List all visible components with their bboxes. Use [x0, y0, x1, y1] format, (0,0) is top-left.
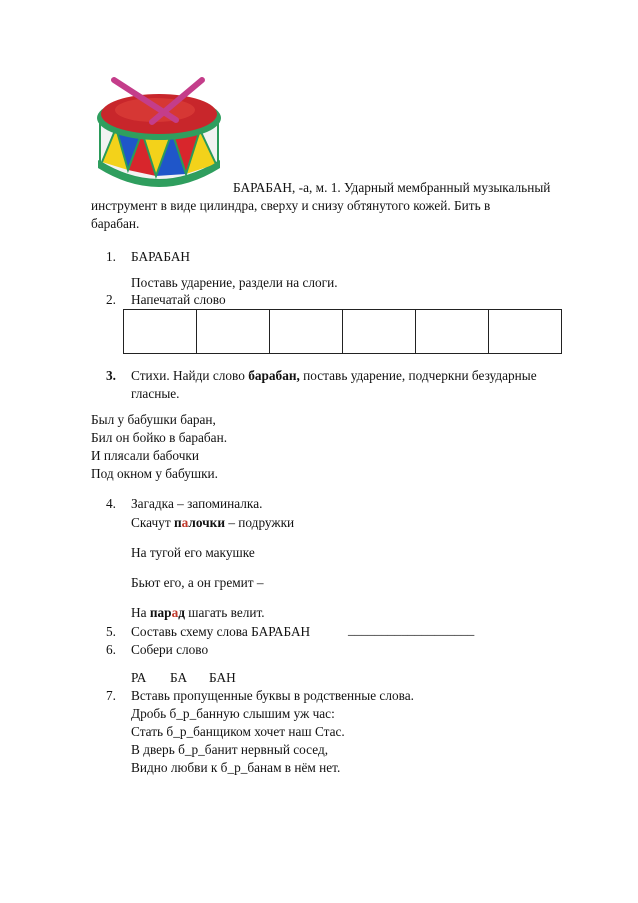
- riddle-4-pre: На: [131, 605, 150, 620]
- syllable-cells-table: [123, 309, 562, 354]
- riddle-1-bold-b: лочки: [188, 515, 225, 530]
- riddle-4-post: шагать велит.: [184, 605, 265, 620]
- task-3-line-2: гласные.: [131, 386, 180, 401]
- exercise-line: В дверь б_р_банит нервный сосед,: [131, 742, 329, 757]
- exercise-line: Стать б_р_банщиком хочет наш Стас.: [131, 724, 345, 739]
- letter-cell[interactable]: [416, 310, 489, 354]
- task-4-number: 4.: [106, 496, 116, 511]
- exercise-line: Дробь б_р_банную слышим уж час:: [131, 706, 335, 721]
- task-5-text: Составь схему слова БАРАБАН: [131, 624, 311, 639]
- riddle-4-bold-a: пар: [149, 605, 172, 620]
- poem-line: И плясали бабочки: [91, 448, 199, 463]
- task-7-number: 7.: [106, 688, 116, 703]
- riddle-line-2: На тугой его макушке: [131, 545, 255, 560]
- riddle-line-4: [131, 605, 265, 621]
- definition-line-3: барабан.: [91, 216, 140, 231]
- poem-line: Под окном у бабушки.: [91, 466, 219, 481]
- scheme-blank[interactable]: ___________________: [348, 622, 475, 637]
- task-4-title: Загадка – запоминалка.: [131, 496, 263, 511]
- task-6-number: 6.: [106, 642, 116, 657]
- riddle-1-post: – подружки: [225, 515, 295, 530]
- task-2-number: 2.: [106, 292, 116, 307]
- poem-line: Был у бабушки баран,: [91, 412, 216, 427]
- task-7-text: Вставь пропущенные буквы в родственные слова.: [131, 688, 414, 703]
- syllable: РА: [131, 670, 147, 685]
- riddle-1-red-letter: а: [181, 515, 189, 530]
- letter-cell[interactable]: [343, 310, 416, 354]
- syllable: БАН: [209, 670, 236, 685]
- task-1-text: БАРАБАН: [131, 249, 191, 264]
- letter-cell[interactable]: [124, 310, 197, 354]
- definition-line-1: БАРАБАН, -а, м. 1. Ударный мембранный музыкальный: [233, 180, 551, 195]
- letter-cell[interactable]: [270, 310, 343, 354]
- riddle-1-pre: Скачут: [131, 515, 174, 530]
- letter-cell[interactable]: [489, 310, 562, 354]
- task-3-part-1: Стихи. Найди слово: [131, 368, 249, 383]
- task-3-bold-word: барабан,: [248, 368, 300, 383]
- exercise-line: Видно любви к б_р_банам в нём нет.: [131, 760, 341, 775]
- task-2-text: Напечатай слово: [131, 292, 226, 307]
- syllable: БА: [170, 670, 188, 685]
- task-3-text: [131, 368, 537, 384]
- poem-line: Бил он бойко в барабан.: [91, 430, 228, 445]
- task-5-number: 5.: [106, 624, 116, 639]
- letter-cell[interactable]: [197, 310, 270, 354]
- task-3-number: 3.: [106, 368, 116, 383]
- task-3-part-2: поставь ударение, подчеркни безударные: [299, 368, 537, 383]
- task-1-note: Поставь ударение, раздели на слоги.: [131, 275, 338, 290]
- task-1-number: 1.: [106, 249, 116, 264]
- task-6-text: Собери слово: [131, 642, 209, 657]
- riddle-line-1: [131, 515, 294, 531]
- definition-line-2: инструмент в виде цилиндра, сверху и снизу обтянутого кожей. Бить в: [91, 198, 491, 213]
- drum-image: [92, 70, 226, 194]
- riddle-line-3: Бьют его, а он гремит –: [131, 575, 264, 590]
- riddle-4-bold-b: д: [178, 605, 185, 620]
- riddle-4-red-letter: а: [171, 605, 179, 620]
- riddle-1-bold-a: п: [173, 515, 182, 530]
